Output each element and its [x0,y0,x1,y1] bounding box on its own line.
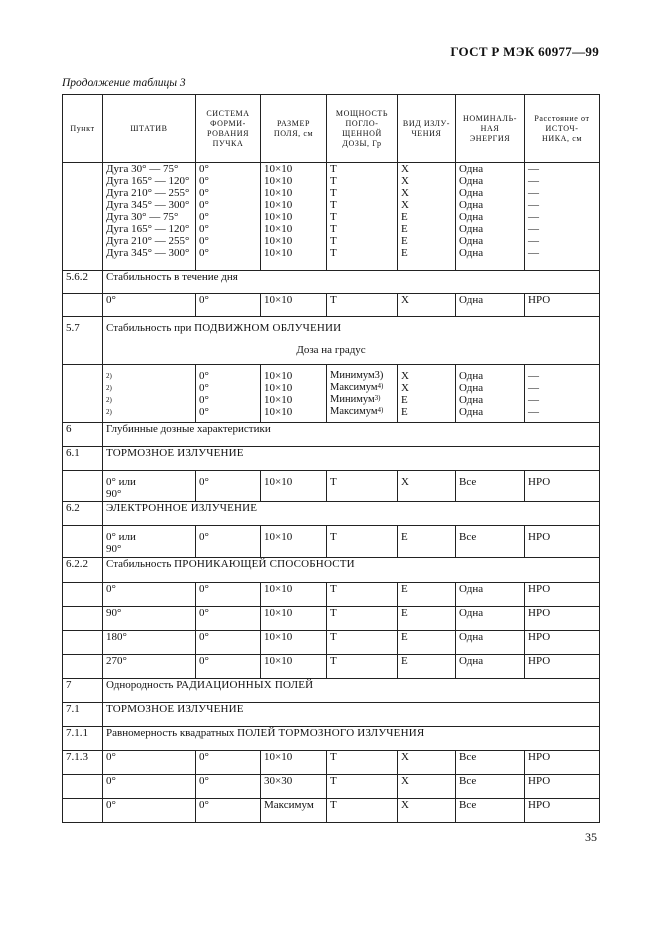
section-title-caps: РАДИАЦИОННЫХ ПОЛЕЙ [176,679,314,691]
cell-field: 30×30 [261,775,327,799]
section-title [103,317,600,365]
section-title-caps: ПОДВИЖНОМ ОБЛУЧЕНИИ [194,322,342,334]
section-title: Глубинные дозные характеристики [103,423,600,447]
table-row [63,751,600,775]
document-header: ГОСТ Р МЭК 60977—99 [450,44,599,59]
cell-distance: — — — — — — — — [525,163,600,271]
section-row [63,271,600,294]
col-header-energy: НОМИНАЛЬ- НАЯ ЭНЕРГИЯ [456,95,525,163]
cell-energy: Все [456,471,525,502]
cell-system: 0° [196,799,261,823]
table-row [63,775,600,799]
section-row [63,727,600,751]
cell-distance: — — — — [525,365,600,423]
cell-distance: НРО [525,471,600,502]
cell-kind: E [398,526,456,558]
table-row [63,583,600,607]
cell-energy: Одна [456,631,525,655]
cell-field: Максимум [261,799,327,823]
col-header-item: Пункт [63,95,103,163]
cell-dose: Т [327,655,398,679]
section-title-caps: ПОЛЕЙ ТОРМОЗНОГО ИЗЛУЧЕНИЯ [237,727,425,739]
cell-field: 10×10 [261,583,327,607]
section-row [63,679,600,703]
col-header-beam-system: СИСТЕМА ФОРМИ- РОВАНИЯ ПУЧКА [196,95,261,163]
col-header-distance: Расстояние от ИСТОЧ- НИКА, см [525,95,600,163]
table-row [63,799,600,823]
cell-stand: 2) 2) 2) 2) [103,365,196,423]
cell-energy: Одна Одна Одна Одна Одна Одна Одна Одна [456,163,525,271]
table-row [63,655,600,679]
section-title: ЭЛЕКТРОННОЕ ИЗЛУЧЕНИЕ [103,502,600,526]
table-row [63,526,600,558]
section-number: 7 [63,679,103,703]
cell-system: 0° 0° 0° 0° [196,365,261,423]
cell-system: 0° [196,631,261,655]
section-title: ТОРМОЗНОЕ ИЗЛУЧЕНИЕ [103,447,600,471]
cell-field: 10×10 10×10 10×10 10×10 10×10 10×10 10×10 10×10 [261,163,327,271]
cell-distance: НРО [525,775,600,799]
cell-energy: Все [456,799,525,823]
col-header-field-size: РАЗМЕР ПОЛЯ, см [261,95,327,163]
cell-kind: E [398,607,456,631]
cell-system: 0° [196,471,261,502]
cell-kind: X X E E [398,365,456,423]
cell-distance: НРО [525,751,600,775]
section-row [63,317,600,365]
cell-field: 10×10 [261,631,327,655]
parameters-table [62,94,600,823]
section-title-lead: Стабильность при [106,322,195,334]
section-title [103,558,600,583]
cell-dose: Т [327,294,398,317]
table-row [63,631,600,655]
section-row [63,447,600,471]
cell-stand: 180° [103,631,196,655]
section-number: 6.2.2 [63,558,103,583]
section-row [63,703,600,727]
table-row [63,294,600,317]
table-row [63,471,600,502]
cell-field: 10×10 [261,607,327,631]
col-header-stand: ШТАТИВ [103,95,196,163]
section-title-lead: Стабильность [106,558,175,570]
cell-system: 0° [196,607,261,631]
cell-field: 10×10 [261,294,327,317]
cell-field: 10×10 [261,655,327,679]
cell-kind: X [398,294,456,317]
dose-max-1: Максимум$^{4)}$ [330,382,384,393]
cell-item [63,775,103,799]
cell-item [63,294,103,317]
cell-system: 0° [196,655,261,679]
cell-item [63,799,103,823]
cell-item [63,163,103,271]
cell-kind: X [398,471,456,502]
cell-dose: Т [327,631,398,655]
cell-kind: X [398,775,456,799]
cell-kind: X X X X E E E E [398,163,456,271]
cell-dose: Т [327,583,398,607]
section-number: 6 [63,423,103,447]
cell-energy: Одна [456,655,525,679]
cell-distance: НРО [525,583,600,607]
section-title [103,727,600,751]
dose-max-2: Максимум$^{4)}$ [330,406,384,417]
cell-distance: НРО [525,799,600,823]
cell-distance: НРО [525,294,600,317]
cell-item [63,607,103,631]
section-title [103,679,600,703]
cell-stand: 0° [103,775,196,799]
cell-distance: НРО [525,631,600,655]
section-number: 5.7 [63,317,103,365]
cell-stand: 270° [103,655,196,679]
cell-stand: 90° [103,607,196,631]
cell-item [63,583,103,607]
cell-dose: Т [327,799,398,823]
cell-dose: Т [327,471,398,502]
cell-dose: Т [327,775,398,799]
section-row [63,502,600,526]
cell-item [63,655,103,679]
cell-distance: НРО [525,607,600,631]
cell-stand: 0° или 90° [103,526,196,558]
cell-item [63,526,103,558]
cell-stand: 0° или 90° [103,471,196,502]
dose-min-2: Минимум$^{3)}$ [330,394,381,405]
cell-stand: 0° [103,294,196,317]
cell-energy: Одна Одна Одна Одна [456,365,525,423]
cell-kind: X [398,751,456,775]
page-number: 35 [585,830,597,844]
cell-energy: Все [456,526,525,558]
cell-dose: Т Т Т Т Т Т Т Т [327,163,398,271]
table-row [63,365,600,423]
section-title-caps: ПРОНИКАЮЩЕЙ СПОСОБНОСТИ [174,558,355,570]
cell-energy: Все [456,751,525,775]
section-number: 6.2 [63,502,103,526]
section-title-lead: Однородность [106,679,177,691]
cell-dose: Т [327,607,398,631]
section-subtitle: Доза на градус [296,344,366,356]
table-header-row [63,95,600,163]
section-title-lead: Равномерность квадратных [106,727,238,739]
cell-system: 0° [196,294,261,317]
section-title: Стабильность в течение дня [103,271,600,294]
section-number: 7.1 [63,703,103,727]
cell-field: 10×10 10×10 10×10 10×10 [261,365,327,423]
section-row [63,423,600,447]
cell-energy: Одна [456,583,525,607]
cell-energy: Одна [456,294,525,317]
table-continuation-caption: Продолжение таблицы 3 [62,77,186,89]
cell-item [63,365,103,423]
cell-distance: НРО [525,655,600,679]
cell-dose [327,365,398,423]
cell-item: 7.1.3 [63,751,103,775]
table-row [63,163,600,271]
cell-stand: 0° [103,583,196,607]
section-number: 6.1 [63,447,103,471]
section-number: 5.6.2 [63,271,103,294]
cell-field: 10×10 [261,526,327,558]
cell-distance: НРО [525,526,600,558]
cell-dose: Т [327,526,398,558]
table-row [63,607,600,631]
cell-stand: 0° [103,751,196,775]
col-header-radiation-kind: ВИД ИЗЛУ- ЧЕНИЯ [398,95,456,163]
section-title: ТОРМОЗНОЕ ИЗЛУЧЕНИЕ [103,703,600,727]
cell-system: 0° [196,583,261,607]
cell-item [63,631,103,655]
cell-kind: E [398,631,456,655]
cell-field: 10×10 [261,471,327,502]
cell-stand: 0° [103,799,196,823]
cell-system: 0° 0° 0° 0° 0° 0° 0° 0° [196,163,261,271]
cell-stand: Дуга 30° — 75° Дуга 165° — 120° Дуга 210° — 255° Дуга 345° — 300° Дуга 30° — 75° Дуга 165° — 120° Дуга 210° — 255° Дуга 345° — 300° [103,163,196,271]
section-row [63,558,600,583]
cell-system: 0° [196,775,261,799]
cell-item [63,471,103,502]
cell-kind: X [398,799,456,823]
cell-energy: Все [456,775,525,799]
cell-system: 0° [196,751,261,775]
cell-system: 0° [196,526,261,558]
cell-dose: Т [327,751,398,775]
cell-field: 10×10 [261,751,327,775]
cell-kind: E [398,655,456,679]
cell-energy: Одна [456,607,525,631]
col-header-dose-rate: МОЩНОСТЬ ПОГЛО- ЩЕННОЙ ДОЗЫ, Гр [327,95,398,163]
cell-kind: E [398,583,456,607]
section-number: 7.1.1 [63,727,103,751]
dose-min-1: Минимум3) [330,370,384,381]
